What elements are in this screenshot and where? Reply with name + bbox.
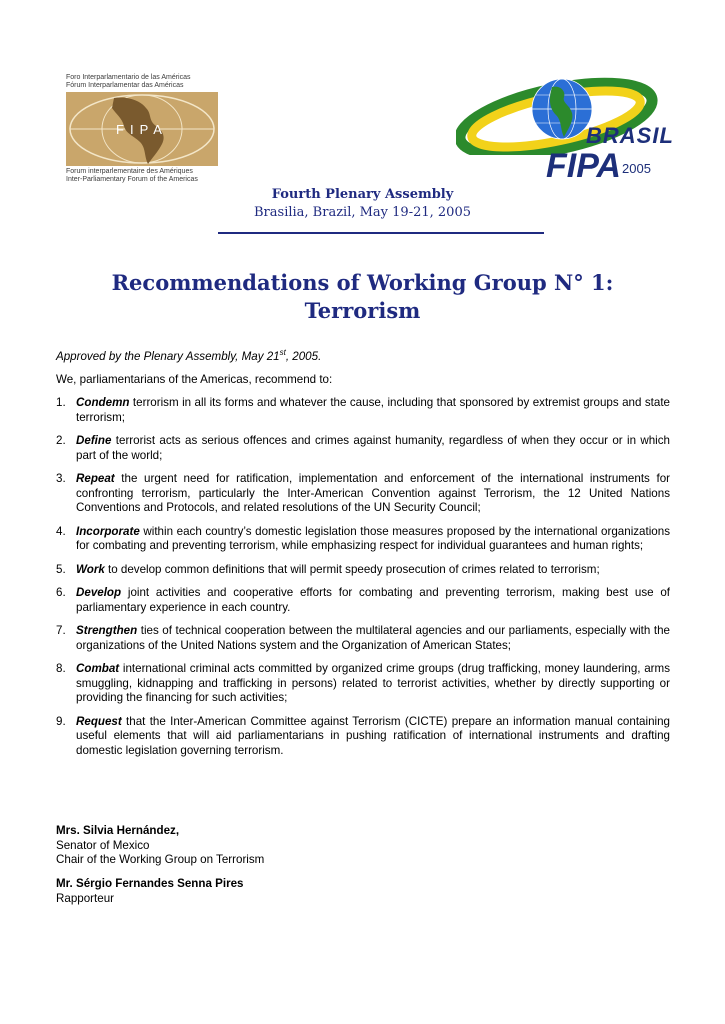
item-verb: Define xyxy=(76,434,112,447)
item-verb: Strengthen xyxy=(76,624,138,637)
signatory-role: Chair of the Working Group on Terrorism xyxy=(56,853,265,866)
recommendation-item xyxy=(56,586,670,615)
approval-note: Approved by the Plenary Assembly, May 21st, 2005. xyxy=(56,348,322,363)
signatory-role: Rapporteur xyxy=(56,891,115,905)
item-verb: Condemn xyxy=(76,396,130,409)
item-number: 7. xyxy=(56,624,66,637)
recommendation-item xyxy=(56,396,670,425)
item-verb: Repeat xyxy=(76,472,115,485)
recommendation-item xyxy=(56,472,670,516)
item-number: 9. xyxy=(56,714,66,728)
logo-left-top-text: Foro Interparlamentario de las Américas Fórum Interparlamentar das Américas xyxy=(66,74,191,89)
logo-year-text: 2005 xyxy=(622,161,651,176)
item-text: the urgent need for ratification, implementation and enforcement of the international instruments for confronting terrorism, particularly the Inter-American Convention against Terrorism, the 12 United Nations Conventions and Protocols, and related resolutions of the UN Security Council; xyxy=(76,472,670,514)
item-text: within each country’s domestic legislation those measures proposed by the international organizations for combating and preventing terrorism, while emphasizing respect for individual guarantees and human rights; xyxy=(76,524,670,552)
signatory-name: Mrs. Silvia Hernández, xyxy=(56,824,180,837)
header-divider xyxy=(218,232,544,234)
recommendation-item xyxy=(56,624,670,653)
item-text: terrorist acts as serious offences and crimes against humanity, regardless of when they occur or in which part of the world; xyxy=(76,434,670,462)
recommendations-list xyxy=(56,396,670,767)
item-text: ties of technical cooperation between the multilateral agencies and our parliaments, especially with the organizations of the United Nations system and the Organization of American States; xyxy=(76,624,670,652)
item-text: to develop common definitions that will permit speedy prosecution of crimes related to terrorism; xyxy=(104,562,600,576)
recommendation-item xyxy=(56,715,670,759)
recommendation-item xyxy=(56,662,670,706)
assembly-name: Fourth Plenary Assembly xyxy=(271,187,454,202)
logo-brasil-text: BRASIL xyxy=(586,123,674,148)
item-number: 6. xyxy=(56,586,66,599)
americas-globe-icon xyxy=(66,92,218,166)
signatory-rapporteur xyxy=(56,877,244,906)
recommendation-item xyxy=(56,525,670,554)
item-verb: Combat xyxy=(76,662,120,675)
logo-left-bottom-text: Forum interparlementaire des Amériques Inter-Parliamentary Forum of the Americas xyxy=(66,168,198,183)
recommendation-item xyxy=(56,563,670,578)
item-number: 5. xyxy=(56,562,66,576)
item-verb: Develop xyxy=(76,586,122,599)
item-number: 8. xyxy=(56,662,66,675)
fipa-brasil-2005-logo xyxy=(456,75,674,195)
recommendation-item xyxy=(56,434,670,463)
fipa-americas-logo xyxy=(64,72,228,192)
item-number: 2. xyxy=(56,434,66,447)
logo-left-wordmark: FIPA xyxy=(116,122,168,137)
intro-sentence: We, parliamentarians of the Americas, recommend to: xyxy=(56,373,333,386)
item-text: that the Inter-American Committee against Terrorism (CICTE) prepare an information manual containing useful elements that will aid parliamentarians in pushing ratification of international instruments and drafting domestic legislation governing terrorism. xyxy=(76,714,670,757)
logo-fipa-text: FIPA xyxy=(546,147,621,185)
item-text: international criminal acts committed by organized crime groups (drug trafficking, money laundering, arms smuggling, kidnapping and trafficking in persons) related to terrorist activities, whether by directly supporting or providing the financing for such activities; xyxy=(76,662,670,704)
assembly-place-date: Brasilia, Brazil, May 19-21, 2005 xyxy=(254,205,471,220)
item-text: terrorism in all its forms and whatever the cause, including that sponsored by extremist groups and state terrorism; xyxy=(76,396,670,424)
item-verb: Request xyxy=(76,714,122,728)
signatory-name: Mr. Sérgio Fernandes Senna Pires xyxy=(56,877,244,890)
item-number: 1. xyxy=(56,396,66,409)
item-number: 4. xyxy=(56,524,66,538)
item-verb: Work xyxy=(76,562,105,576)
document-title: Recommendations of Working Group N° 1: xyxy=(111,270,614,295)
item-number: 3. xyxy=(56,472,66,485)
item-text: joint activities and cooperative efforts for combating and preventing terrorism, making best use of parliamentary experience in each country. xyxy=(76,586,670,614)
signatory-chair xyxy=(56,824,264,868)
item-verb: Incorporate xyxy=(76,524,140,538)
signatory-role: Senator of Mexico xyxy=(56,838,150,852)
document-subtitle: Terrorism xyxy=(304,298,421,323)
